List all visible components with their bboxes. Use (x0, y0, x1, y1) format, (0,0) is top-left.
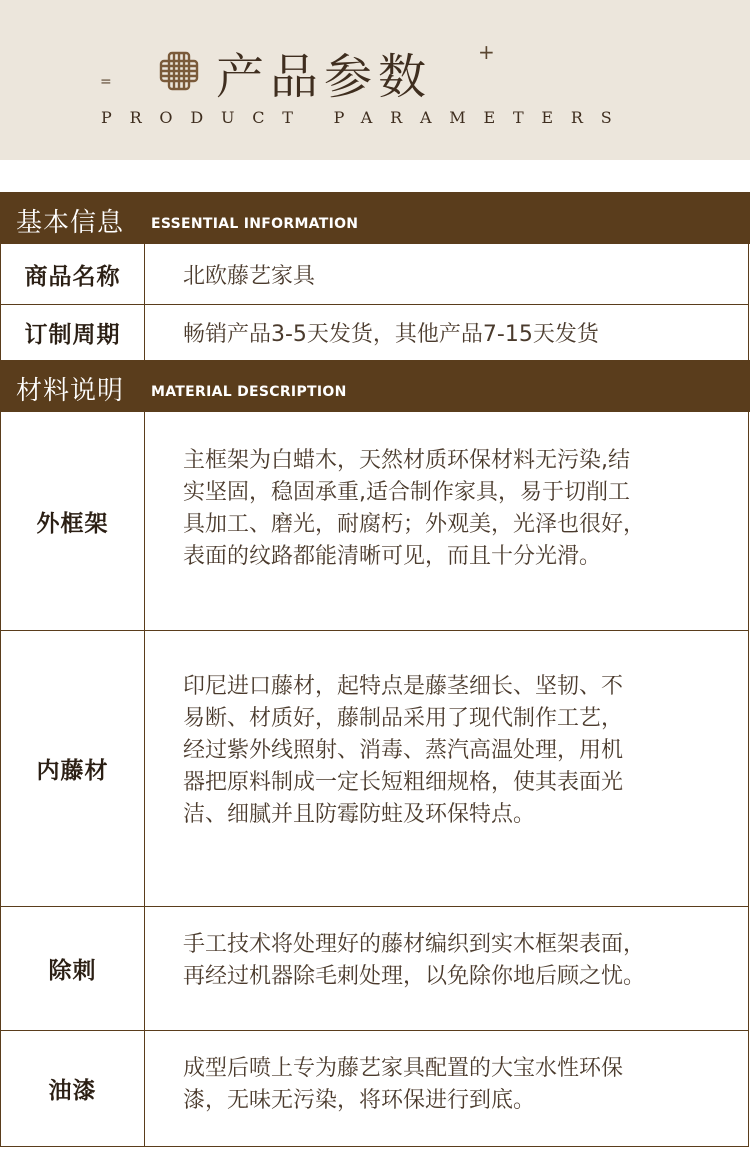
decor-equals: = (100, 74, 112, 90)
row-label: 商品名称 (1, 244, 145, 304)
row-description (183, 445, 723, 573)
row-description (183, 1053, 723, 1117)
row-label: 订制周期 (1, 305, 145, 360)
text-line: 具加工、磨光，耐腐朽；外观美，光泽也很好， (183, 512, 646, 537)
page-title: 产品参数 (216, 49, 433, 105)
header (0, 0, 750, 160)
table-row (0, 907, 749, 1031)
text-line: 成型后喷上专为藤艺家具配置的大宝水性环保 (183, 1056, 624, 1081)
text-line: 器把原料制成一定长短粗细规格，使其表面光 (183, 770, 624, 795)
row-description (183, 671, 723, 831)
section-header-material (0, 360, 750, 412)
row-label: 除刺 (1, 907, 145, 1030)
text-line: 实坚固，稳固承重,适合制作家具，易于切削工 (183, 480, 630, 505)
row-value: 北欧藤艺家具 (183, 263, 316, 289)
table-row (0, 1031, 749, 1147)
table-row (0, 244, 749, 305)
table-row (0, 305, 749, 360)
section-title-cn: 基本信息 (16, 208, 125, 238)
row-label: 内藤材 (1, 631, 145, 906)
text-line: 印尼进口藤材，起特点是藤茎细长、坚韧、不 (183, 674, 624, 699)
row-value: 畅销产品3-5天发货，其他产品7-15天发货 (183, 322, 599, 347)
table-row (0, 412, 749, 631)
text-line: 主框架为白蜡木，天然材质环保材料无污染,结 (183, 448, 630, 473)
table-row (0, 631, 749, 907)
section-title-en: ESSENTIAL INFORMATION (151, 216, 359, 232)
text-line: 漆，无味无污染，将环保进行到底。 (183, 1088, 536, 1113)
text-line: 洁、细腻并且防霉防蛀及环保特点。 (183, 802, 536, 827)
page-subtitle: PRODUCT PARAMETERS (101, 108, 630, 127)
decor-plus: + (478, 40, 495, 64)
section-title-cn: 材料说明 (16, 376, 125, 406)
text-line: 表面的纹路都能清晰可见，而且十分光滑。 (183, 544, 602, 569)
row-label: 油漆 (1, 1031, 145, 1146)
lattice-knot-icon (158, 50, 200, 92)
text-line: 手工技术将处理好的藤材编织到实木框架表面， (183, 932, 646, 957)
text-line: 再经过机器除毛刺处理，以免除你地后顾之忧。 (183, 964, 646, 989)
row-description (183, 929, 723, 993)
text-line: 易断、材质好，藤制品采用了现代制作工艺， (183, 706, 624, 731)
row-label: 外框架 (1, 412, 145, 630)
section-header-basic (0, 192, 750, 244)
text-line: 经过紫外线照射、消毒、蒸汽高温处理，用机 (183, 738, 624, 763)
section-title-en: MATERIAL DESCRIPTION (151, 384, 347, 400)
